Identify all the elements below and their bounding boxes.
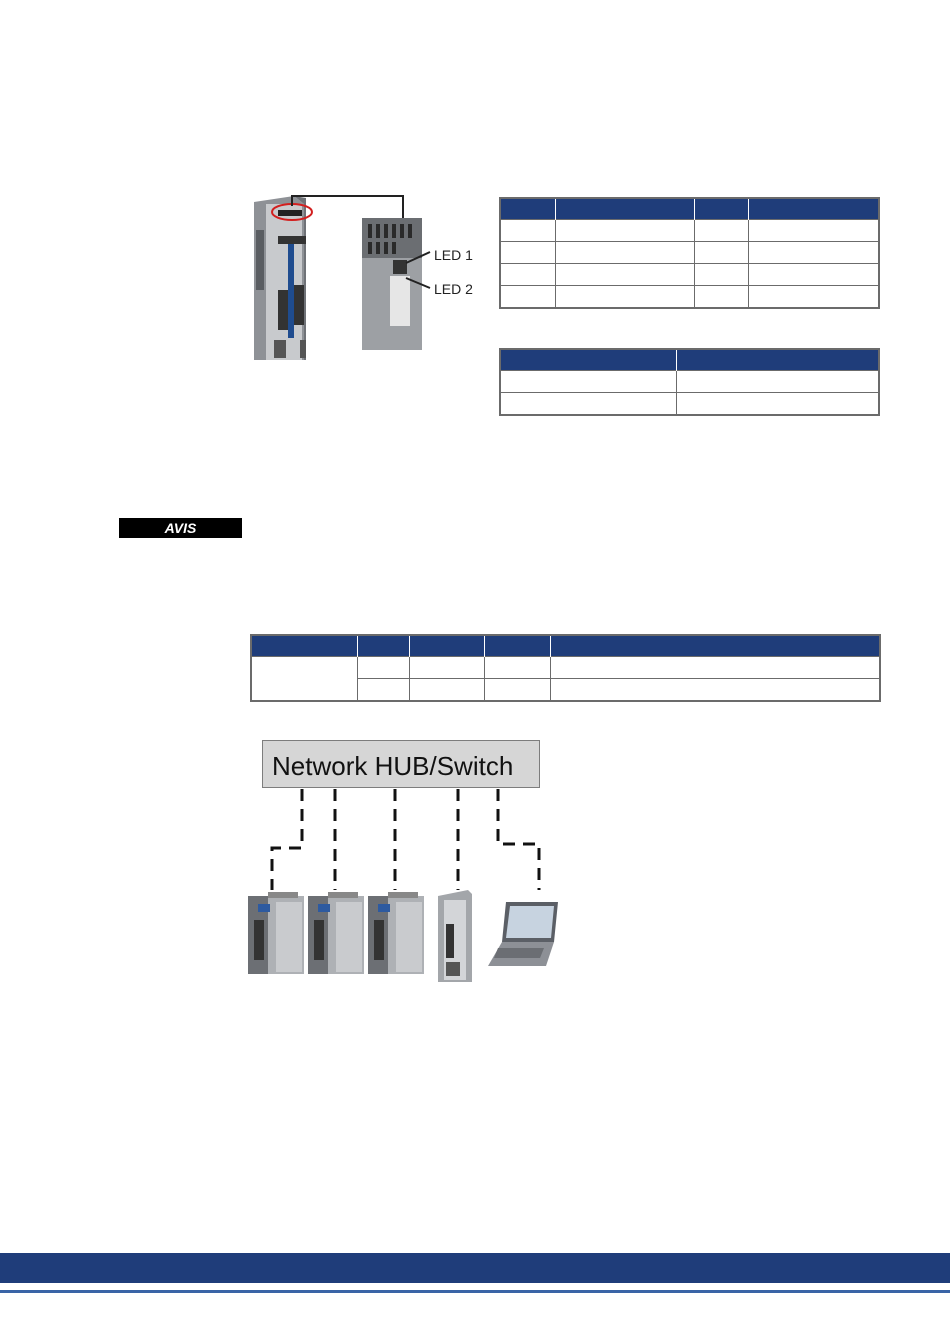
table-cell (555, 242, 694, 264)
servo-drive-icon (368, 892, 424, 974)
table-cell (500, 286, 555, 309)
table-cell (676, 393, 879, 416)
table-cell (748, 264, 879, 286)
table-header-cell (676, 349, 879, 371)
notice-label: AVIS (119, 518, 242, 538)
network-devices (246, 884, 566, 984)
table-header-row (500, 198, 879, 220)
servo-drive-icon (248, 892, 304, 974)
table-header-cell (694, 198, 748, 220)
table-cell (694, 220, 748, 242)
table-row (500, 371, 879, 393)
table-cell (550, 657, 880, 679)
led2-label: LED 2 (434, 281, 473, 297)
table-header-cell (500, 349, 676, 371)
table-cell (500, 220, 555, 242)
table-header-row (251, 635, 880, 657)
table-cell (357, 679, 409, 702)
table-cell (357, 657, 409, 679)
config-table (250, 634, 881, 702)
footer-bar (0, 1253, 950, 1283)
table-header-row (500, 349, 879, 371)
led-status-table (499, 197, 880, 309)
table-cell (409, 657, 484, 679)
table-header-cell (357, 635, 409, 657)
servo-drive-icon (308, 892, 364, 974)
laptop-icon (488, 902, 558, 966)
table-cell (694, 242, 748, 264)
table-header-cell (409, 635, 484, 657)
small-info-table (499, 348, 880, 416)
table-cell (484, 679, 550, 702)
table-cell (500, 264, 555, 286)
table-cell (409, 679, 484, 702)
table-row (500, 286, 879, 309)
connector-module-image (362, 218, 422, 350)
table-row (500, 264, 879, 286)
table-header-cell (251, 635, 357, 657)
table-header-cell (550, 635, 880, 657)
footer-rule (0, 1290, 950, 1293)
table-cell (500, 393, 676, 416)
table-header-cell (500, 198, 555, 220)
table-cell (748, 220, 879, 242)
table-cell (694, 286, 748, 309)
table-header-cell (484, 635, 550, 657)
led1-label: LED 1 (434, 247, 473, 263)
table-row (500, 393, 879, 416)
table-row (500, 220, 879, 242)
table-cell (748, 286, 879, 309)
cable-line (498, 789, 539, 890)
table-header-cell (555, 198, 694, 220)
table-cell (555, 286, 694, 309)
table-cell (748, 242, 879, 264)
table-cell (555, 220, 694, 242)
table-cell (484, 657, 550, 679)
table-cell (550, 679, 880, 702)
table-row (251, 657, 880, 679)
network-hub-box: Network HUB/Switch (262, 740, 540, 788)
table-header-cell (748, 198, 879, 220)
table-cell (555, 264, 694, 286)
controller-icon (438, 890, 472, 982)
table-cell (676, 371, 879, 393)
table-row (500, 242, 879, 264)
table-cell (251, 657, 357, 702)
cable-line (272, 789, 302, 890)
table-cell (500, 242, 555, 264)
table-cell (694, 264, 748, 286)
table-cell (500, 371, 676, 393)
